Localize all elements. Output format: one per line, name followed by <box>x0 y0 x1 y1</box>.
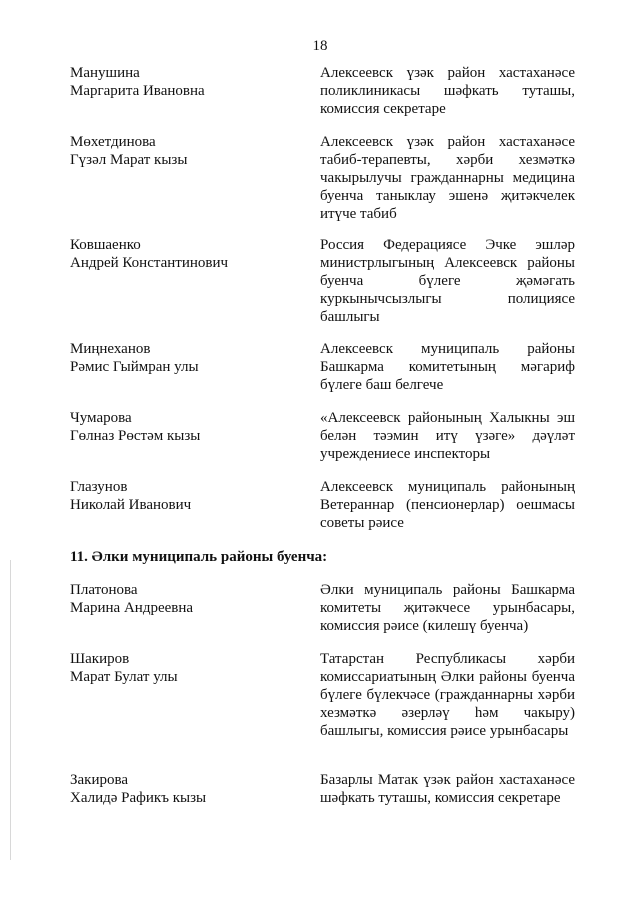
member-surname: Шакиров <box>70 651 130 667</box>
member-given-name: Гүзәл Марат кызы <box>70 152 188 168</box>
member-surname: Чумарова <box>70 410 132 426</box>
member-role: Алексеевск муниципаль районының Ветераннар (пенсионерлар) оешмасы советы рәисе <box>320 479 575 531</box>
member-surname: Ковшаенко <box>70 237 141 253</box>
member-name <box>70 133 300 169</box>
member-name <box>70 581 300 617</box>
member-surname: Миңнеханов <box>70 341 151 357</box>
member-given-name: Гөлназ Рөстәм кызы <box>70 428 201 444</box>
member-role: Әлки муниципаль районы Башкарма комитеты җитәкчесе урынбасары, комиссия рәисе (килешү буенча) <box>320 582 575 634</box>
member-surname: Платонова <box>70 582 138 598</box>
member-name <box>70 64 300 100</box>
member-given-name: Марат Булат улы <box>70 669 178 685</box>
member-given-name: Марина Андреевна <box>70 600 194 616</box>
member-role: Алексеевск үзәк район хастаханәсе табиб-терапевты, хәрби хезмәткә чакырылучы гражданнарны медицина буенча таныклау эшенә җитәкчелек итүче табиб <box>320 134 575 222</box>
member-given-name: Маргарита Ивановна <box>70 83 205 99</box>
member-role: Россия Федерациясе Эчке эшләр министрлыгының Алексеевск районы буенча бүлеге җәмәгать куркынычсызлыгы полициясе башлыгы <box>320 237 575 325</box>
scan-margin-mark <box>10 560 11 860</box>
member-role: Алексеевск муниципаль районы Башкарма комитетының мәгариф бүлеге баш белгече <box>320 341 575 393</box>
member-surname: Мөхетдинова <box>70 134 156 150</box>
member-name <box>70 771 300 807</box>
member-surname: Закирова <box>70 772 129 788</box>
member-surname: Манушина <box>70 65 140 81</box>
member-name <box>70 236 300 272</box>
member-role: «Алексеевск районының Халыкны эш белән тәэмин итү үзәге» дәүләт учреждениесе инспекторы <box>320 410 575 462</box>
member-role: Алексеевск үзәк район хастаханәсе поликлиникасы шәфкать туташы, комиссия секретаре <box>320 65 575 117</box>
member-surname: Глазунов <box>70 479 128 495</box>
member-name <box>70 650 300 686</box>
member-name <box>70 478 300 514</box>
page-number: 18 <box>312 38 328 54</box>
member-given-name: Рәмис Гыймран улы <box>70 359 199 375</box>
member-given-name: Андрей Константинович <box>70 255 229 271</box>
member-role: Татарстан Республикасы хәрби комиссариатының Әлки районы буенча бүлеге бүлекчәсе (гражданнарны хәрби хезмәткә әзерләү һәм чакыру) башлыгы, комиссия рәисе урынбасары <box>320 651 575 739</box>
section-heading: 11. Әлки муниципаль районы буенча: <box>70 549 328 565</box>
member-name <box>70 340 300 376</box>
member-role: Базарлы Матак үзәк район хастаханәсе шәфкать туташы, комиссия секретаре <box>320 772 575 806</box>
member-given-name: Николай Иванович <box>70 497 192 513</box>
member-given-name: Халидә Рафикъ кызы <box>70 790 207 806</box>
member-name <box>70 409 300 445</box>
